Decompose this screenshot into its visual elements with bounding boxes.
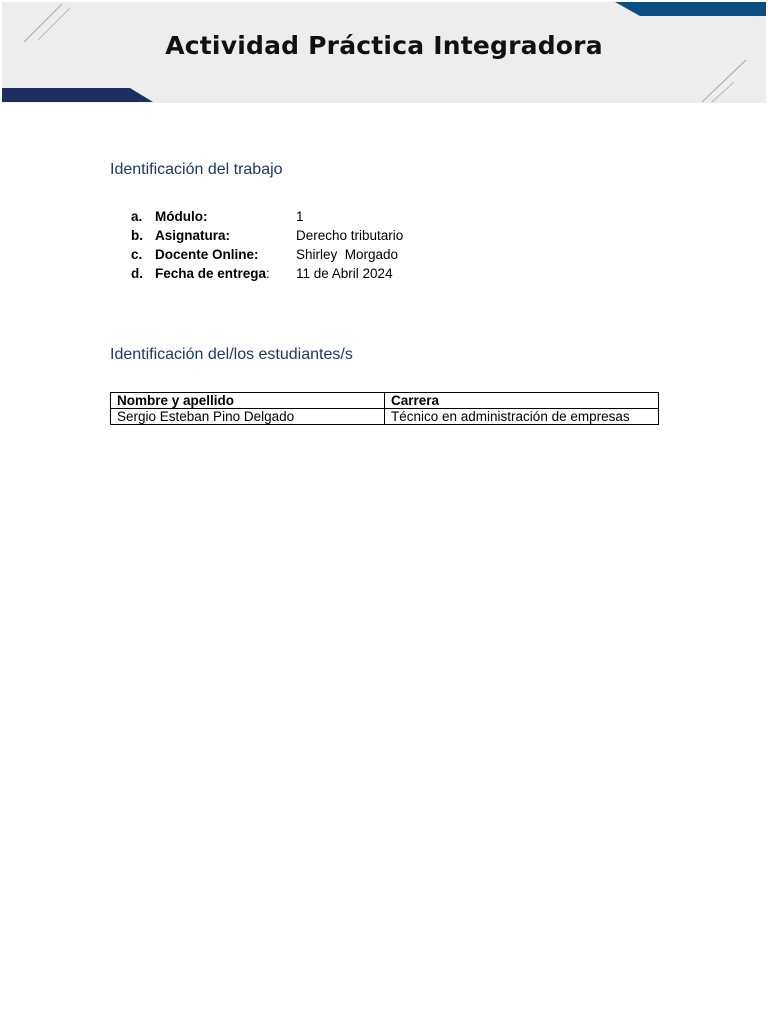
column-header-career: Carrera [385, 393, 659, 409]
info-item-label: Asignatura: [155, 228, 231, 243]
work-section-heading: Identificación del trabajo [110, 161, 283, 178]
navy-corner-shape [2, 88, 153, 102]
info-item-label: Docente Online: [155, 247, 259, 262]
students-section-heading: Identificación del/los estudiantes/s [110, 346, 353, 363]
decorative-line [702, 60, 746, 102]
decorative-line [712, 82, 734, 102]
student-career-cell: Técnico en administración de empresas [385, 409, 659, 425]
info-item-modulo [131, 207, 403, 226]
info-item-value: Derecho tributario [296, 228, 404, 243]
info-item-letter: a. [131, 209, 143, 224]
blue-corner-shape [615, 2, 766, 16]
info-item-label: Módulo: [155, 209, 208, 224]
info-item-value: 11 de Abril 2024 [296, 266, 393, 281]
work-info-list [131, 207, 403, 283]
info-item-asignatura [131, 226, 403, 245]
table-header-row [111, 393, 659, 409]
info-item-letter: c. [131, 247, 143, 262]
page-title: Actividad Práctica Integradora [165, 31, 603, 60]
info-item-value: Shirley Morgado [296, 247, 399, 262]
info-item-label: Fecha de entrega: [155, 266, 270, 281]
students-table [110, 392, 659, 425]
info-item-letter: d. [131, 266, 143, 281]
info-item-fecha [131, 264, 403, 283]
column-header-name: Nombre y apellido [111, 393, 385, 409]
table-row [111, 409, 659, 425]
student-name-cell: Sergio Esteban Pino Delgado [111, 409, 385, 425]
info-item-letter: b. [131, 228, 143, 243]
info-item-value: 1 [296, 209, 304, 224]
info-item-docente [131, 245, 403, 264]
